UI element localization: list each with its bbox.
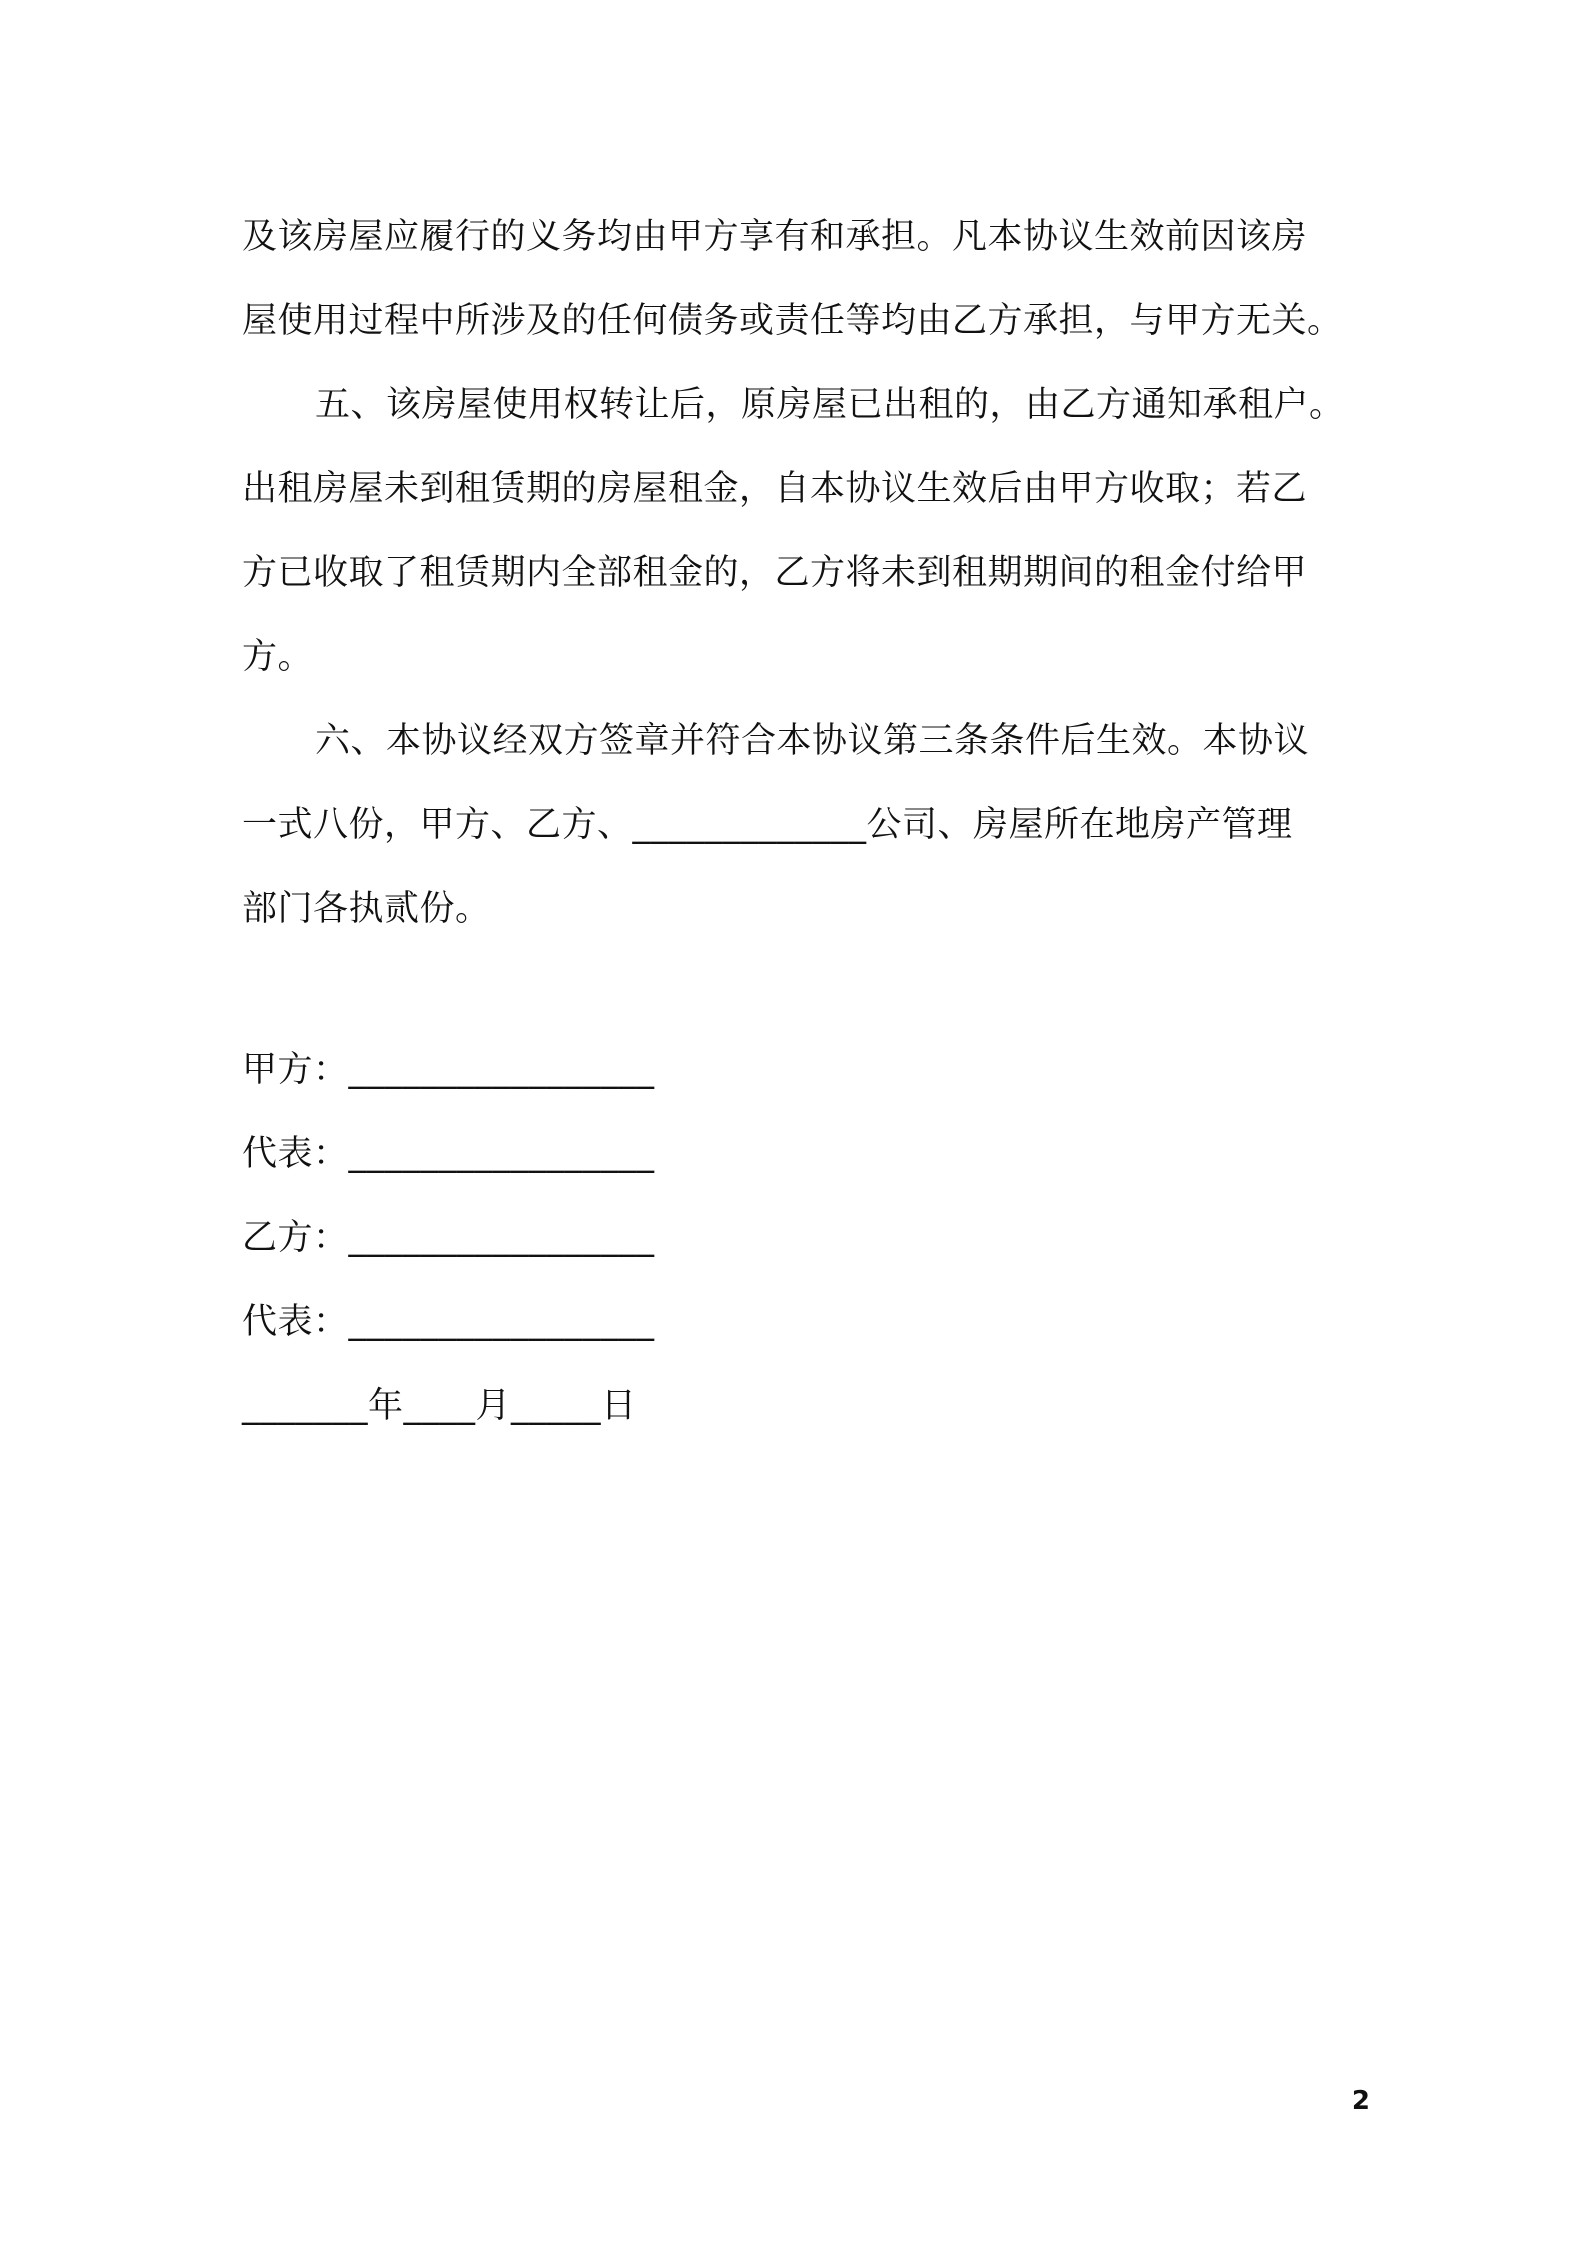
clause-5-line-3: 方已收取了租赁期内全部租金的，乙方将未到租期期间的租金付给甲	[242, 553, 1308, 593]
clause-6-line-2: 一式八份，甲方、乙方、_____________公司、房屋所在地房产管理	[242, 805, 1293, 845]
party-b-signature-line: 乙方：_________________	[242, 1218, 655, 1258]
clause-5-line-2: 出租房屋未到租赁期的房屋租金，自本协议生效后由甲方收取；若乙	[242, 469, 1308, 509]
signature-block	[242, 1028, 1142, 1448]
agreement-body	[242, 195, 1362, 951]
party-a-signature-line: 甲方：_________________	[242, 1050, 655, 1090]
page-number: 2	[1351, 2086, 1370, 2116]
party-a-representative-line: 代表：_________________	[242, 1134, 655, 1174]
clause-6-line-1: 六、本协议经双方签章并符合本协议第三条条件后生效。本协议	[315, 721, 1310, 761]
continuation-line-1: 及该房屋应履行的义务均由甲方享有和承担。凡本协议生效前因该房	[242, 217, 1308, 257]
clause-5-line-4: 方。	[242, 637, 314, 677]
party-b-representative-line: 代表：_________________	[242, 1302, 655, 1342]
continuation-line-2: 屋使用过程中所涉及的任何债务或责任等均由乙方承担，与甲方无关。	[242, 301, 1343, 341]
clause-5-line-1: 五、该房屋使用权转让后，原房屋已出租的，由乙方通知承租户。	[315, 385, 1345, 425]
clause-6-line-3: 部门各执贰份。	[242, 889, 491, 929]
signing-date-line: _______年____月_____日	[242, 1386, 637, 1426]
